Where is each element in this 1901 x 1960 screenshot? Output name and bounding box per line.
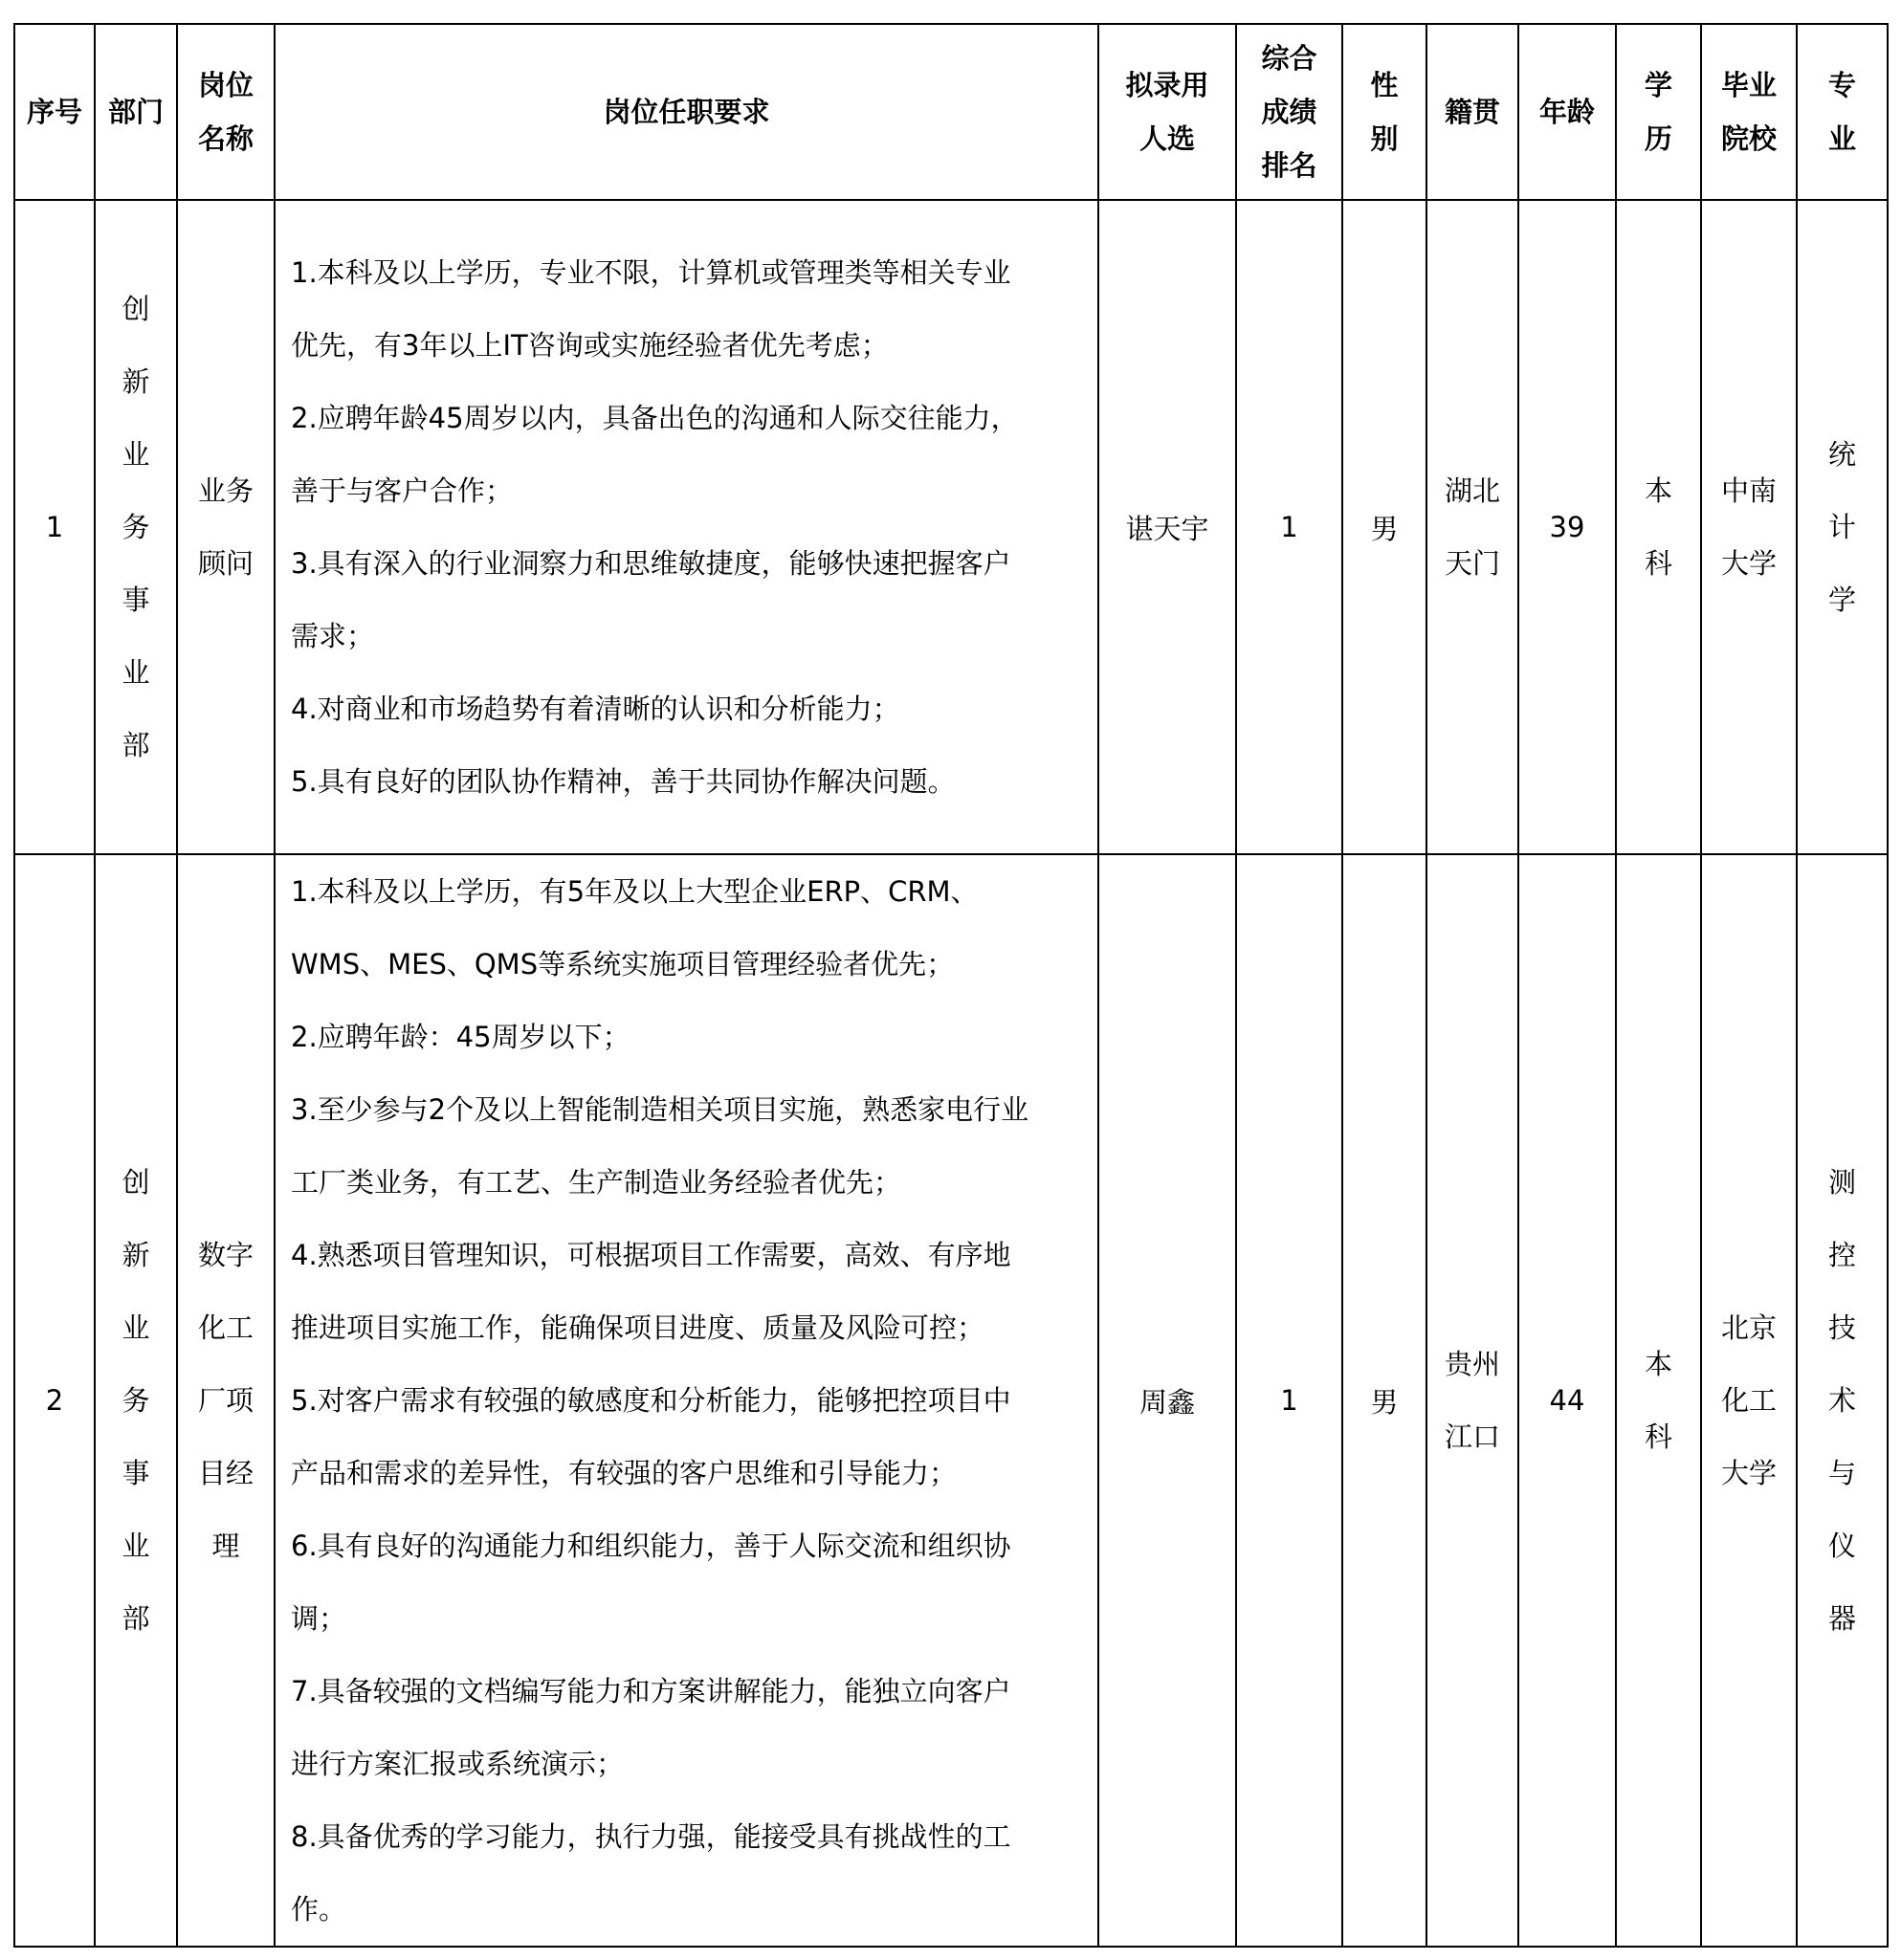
cell-rank: 1: [1236, 854, 1342, 1947]
requirement-line: 4.熟悉项目管理知识，可根据项目工作需要，高效、有序地: [291, 1239, 1011, 1271]
requirement-line: 调；: [291, 1602, 347, 1635]
header-position: 岗位 名称: [177, 24, 275, 200]
cell-age: 44: [1518, 854, 1616, 1947]
requirement-line: 优先，有3年以上IT咨询或实施经验者优先考虑；: [291, 329, 889, 362]
requirement-line: 2.应聘年龄：45周岁以下；: [291, 1021, 630, 1053]
cell-position: 业务 顾问: [177, 200, 275, 854]
header-rank: 综合 成绩 排名: [1236, 24, 1342, 200]
requirement-line: 5.具有良好的团队协作精神，善于共同协作解决问题。: [291, 765, 956, 798]
cell-dept: 创 新 业 务 事 业 部: [95, 200, 177, 854]
cell-position: 数字 化工 厂项 目经 理: [177, 854, 275, 1947]
table-row: [14, 854, 1888, 1947]
requirement-line: 进行方案汇报或系统演示；: [291, 1748, 625, 1780]
requirement-line: 7.具备较强的文档编写能力和方案讲解能力，能独立向客户: [291, 1675, 1011, 1707]
header-dept: 部门: [95, 24, 177, 200]
cell-age: 39: [1518, 200, 1616, 854]
cell-candidate: 周鑫: [1098, 854, 1236, 1947]
header-origin: 籍贯: [1426, 24, 1518, 200]
recruitment-table: [13, 23, 1889, 1948]
requirement-line: 作。: [291, 1893, 347, 1926]
header-school: 毕业 院校: [1701, 24, 1797, 200]
recruitment-table-sheet: [13, 23, 1889, 1948]
cell-index: 1: [14, 200, 95, 854]
requirement-line: 3.至少参与2个及以上智能制造相关项目实施，熟悉家电行业: [291, 1093, 1029, 1126]
requirement-line: 3.具有深入的行业洞察力和思维敏捷度，能够快速把握客户: [291, 547, 1011, 580]
requirement-line: 产品和需求的差异性，有较强的客户思维和引导能力；: [291, 1457, 958, 1489]
cell-origin: 湖北 天门: [1426, 200, 1518, 854]
table-header-row: [14, 24, 1888, 200]
cell-candidate: 谌天宇: [1098, 200, 1236, 854]
header-gender: 性 别: [1342, 24, 1426, 200]
requirement-line: WMS、MES、QMS等系统实施项目管理经验者优先；: [291, 948, 955, 980]
table-row: [14, 200, 1888, 854]
requirement-line: 8.具备优秀的学习能力，执行力强，能接受具有挑战性的工: [291, 1820, 1011, 1853]
header-education: 学 历: [1616, 24, 1701, 200]
header-age: 年龄: [1518, 24, 1616, 200]
cell-requirements: [275, 200, 1098, 854]
requirement-line: 6.具有良好的沟通能力和组织能力，善于人际交流和组织协: [291, 1530, 1011, 1562]
cell-major: 统 计 学: [1797, 200, 1888, 854]
cell-index: 2: [14, 854, 95, 1947]
requirement-line: 1.本科及以上学历，专业不限，计算机或管理类等相关专业: [291, 256, 1011, 289]
header-requirements: 岗位任职要求: [275, 24, 1098, 200]
header-candidate: 拟录用 人选: [1098, 24, 1236, 200]
cell-rank: 1: [1236, 200, 1342, 854]
requirement-line: 需求；: [291, 620, 375, 652]
cell-dept: 创 新 业 务 事 业 部: [95, 854, 177, 1947]
header-index: 序号: [14, 24, 95, 200]
cell-education: 本 科: [1616, 854, 1701, 1947]
cell-major: 测 控 技 术 与 仪 器: [1797, 854, 1888, 1947]
requirement-line: 善于与客户合作；: [291, 474, 514, 507]
cell-gender: 男: [1342, 854, 1426, 1947]
requirement-line: 1.本科及以上学历，有5年及以上大型企业ERP、CRM、: [291, 875, 979, 908]
cell-gender: 男: [1342, 200, 1426, 854]
cell-requirements: [275, 854, 1098, 1947]
requirement-line: 5.对客户需求有较强的敏感度和分析能力，能够把控项目中: [291, 1384, 1011, 1417]
cell-education: 本 科: [1616, 200, 1701, 854]
requirement-line: 工厂类业务，有工艺、生产制造业务经验者优先；: [291, 1166, 902, 1199]
cell-school: 中南 大学: [1701, 200, 1797, 854]
cell-origin: 贵州 江口: [1426, 854, 1518, 1947]
requirement-line: 2.应聘年龄45周岁以内，具备出色的沟通和人际交往能力，: [291, 402, 1019, 434]
cell-school: 北京 化工 大学: [1701, 854, 1797, 1947]
header-major: 专 业: [1797, 24, 1888, 200]
requirement-line: 4.对商业和市场趋势有着清晰的认识和分析能力；: [291, 693, 900, 725]
requirement-line: 推进项目实施工作，能确保项目进度、质量及风险可控；: [291, 1311, 985, 1344]
